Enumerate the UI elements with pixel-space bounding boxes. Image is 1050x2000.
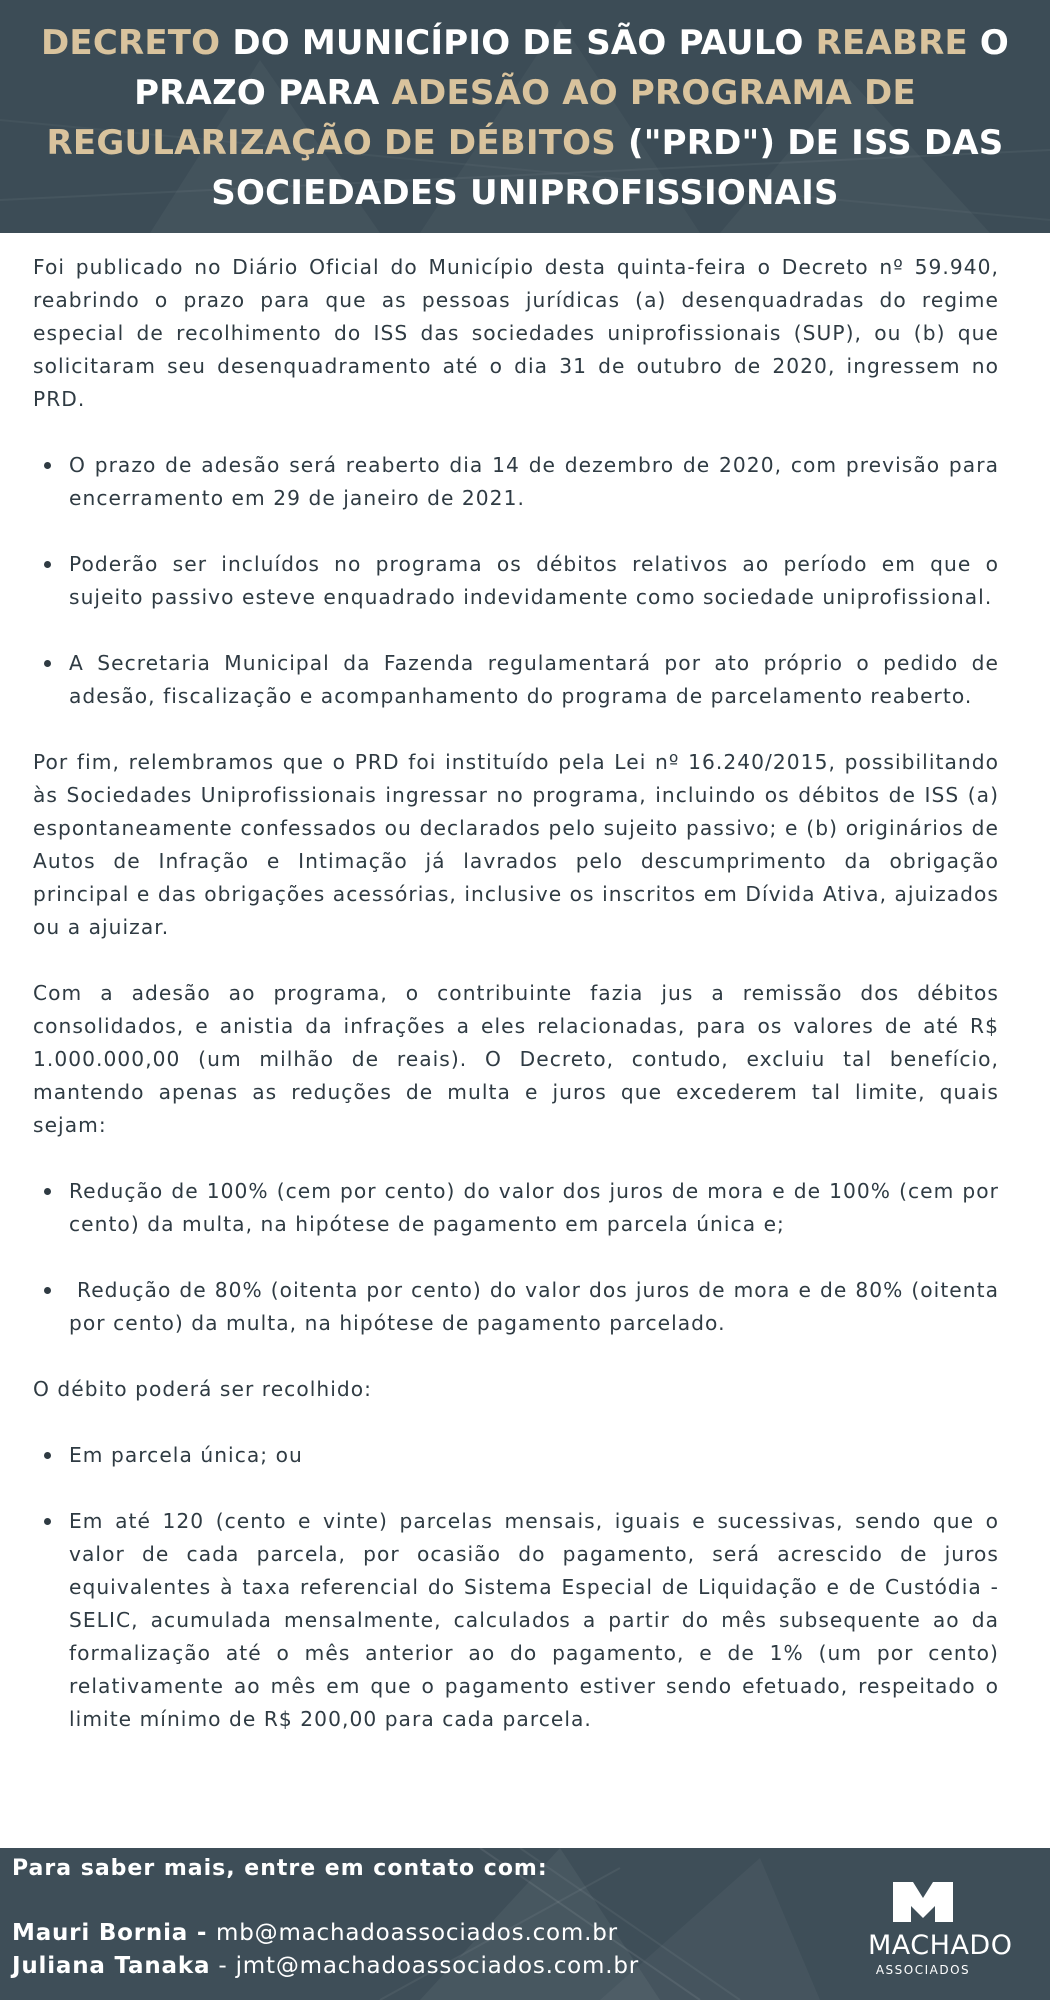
contact-email-link[interactable]: mb@machadoassociados.com.br bbox=[216, 1920, 618, 1946]
bullet-icon bbox=[44, 561, 51, 568]
payment-options-list bbox=[33, 1439, 999, 1736]
contact-name: Mauri Bornia bbox=[12, 1920, 189, 1946]
reductions-list bbox=[33, 1175, 1007, 1340]
contact-juliana-tanaka: Juliana Tanaka - jmt@machadoassociados.com.br bbox=[12, 1953, 640, 1979]
bullet-icon bbox=[44, 660, 51, 667]
list-item: Em parcela única; ou bbox=[69, 1439, 999, 1472]
title-text: DO MUNICÍPIO DE SÃO PAULO bbox=[220, 23, 816, 63]
contact-cta: Para saber mais, entre em contato com: bbox=[12, 1856, 548, 1881]
contact-footer bbox=[0, 1848, 1050, 2000]
bullet-icon bbox=[44, 1287, 51, 1294]
prd-background-paragraph: Por fim, relembramos que o PRD foi instituído pela Lei nº 16.240/2015, possibilitando às Sociedades Uniprofissionais ingressar no programa, incluindo os débitos de ISS (a) espontaneamente confessados ou declarados pelo sujeito passivo; e (b) originários de Autos de Infração e Intimação já lavrados pelo descumprimento da obrigação principal e das obrigações acessórias, inclusive os inscritos em Dívida Ativa, ajuizados ou a ajuizar. bbox=[33, 750, 999, 939]
contact-email-link[interactable]: jmt@machadoassociados.com.br bbox=[235, 1953, 640, 1979]
title-highlight: ADESÃO AO PROGRAMA DE REGULARIZAÇÃO DE DÉBITOS bbox=[46, 73, 916, 163]
title-text: ("PRD") DE ISS DAS SOCIEDADES UNIPROFISSIONAIS bbox=[211, 123, 1004, 213]
benefits-paragraph: Com a adesão ao programa, o contribuinte fazia jus a remissão dos débitos consolidados, e anistia da infrações a eles relacionadas, para os valores de até R$ 1.000.000,00 (um milhão de reais). O Decreto, contudo, excluiu tal benefício, mantendo apenas as reduções de multa e juros que excederem tal limite, quais sejam: bbox=[33, 981, 999, 1137]
list-item: Poderão ser incluídos no programa os débitos relativos ao período em que o sujeito passivo esteve enquadrado indevidamente como sociedade uniprofissional. bbox=[69, 548, 999, 614]
payment-intro-paragraph: O débito poderá ser recolhido: bbox=[33, 1377, 372, 1401]
intro-paragraph: Foi publicado no Diário Oficial do Município desta quinta-feira o Decreto nº 59.940, reabrindo o prazo para que as pessoas jurídicas (a) desenquadradas do regime especial de recolhimento do ISS das sociedades uniprofissionais (SUP), ou (b) que solicitaram seu desenquadramento até o dia 31 de outubro de 2020, ingressem no PRD. bbox=[33, 255, 999, 411]
list-item: O prazo de adesão será reaberto dia 14 de dezembro de 2020, com previsão para encerramento em 29 de janeiro de 2021. bbox=[69, 449, 999, 515]
list-item: A Secretaria Municipal da Fazenda regulamentará por ato próprio o pedido de adesão, fiscalização e acompanhamento do programa de parcelamento reaberto. bbox=[69, 647, 999, 713]
bullet-icon bbox=[44, 1518, 51, 1525]
title-highlight: REABRE bbox=[815, 23, 968, 63]
company-logo bbox=[868, 1878, 1013, 1977]
logo-name: MACHADO bbox=[868, 1930, 1013, 1961]
machado-m-logo-icon bbox=[891, 1878, 955, 1922]
reopening-details-list bbox=[33, 449, 999, 713]
header-banner bbox=[0, 0, 1050, 233]
title-text: O PRAZO PARA bbox=[134, 23, 1010, 113]
list-item: Redução de 100% (cem por cento) do valor dos juros de mora e de 100% (cem por cento) da multa, na hipótese de pagamento em parcela única e; bbox=[69, 1175, 999, 1241]
title-highlight: DECRETO bbox=[40, 23, 221, 63]
contact-name: Juliana Tanaka bbox=[12, 1953, 211, 1979]
contact-mauri-bornia: Mauri Bornia - mb@machadoassociados.com.br bbox=[12, 1920, 618, 1946]
bullet-icon bbox=[44, 1452, 51, 1459]
logo-subtitle: ASSOCIADOS bbox=[875, 1963, 971, 1977]
bullet-icon bbox=[44, 462, 51, 469]
bullet-icon bbox=[44, 1188, 51, 1195]
list-item: Redução de 80% (oitenta por cento) do valor dos juros de mora e de 80% (oitenta por cento) da multa, na hipótese de pagamento parcelado. bbox=[69, 1274, 999, 1340]
article-body bbox=[0, 233, 1050, 1736]
list-item: Em até 120 (cento e vinte) parcelas mensais, iguais e sucessivas, sendo que o valor de cada parcela, por ocasião do pagamento, será acrescido de juros equivalentes à taxa referencial do Sistema Especial de Liquidação e de Custódia - SELIC, acumulada mensalmente, calculados a partir do mês subsequente ao da formalização até o mês anterior ao do pagamento, e de 1% (um por cento) relativamente ao mês em que o pagamento estiver sendo efetuado, respeitado o limite mínimo de R$ 200,00 para cada parcela. bbox=[69, 1505, 999, 1736]
page-title bbox=[0, 0, 1050, 218]
